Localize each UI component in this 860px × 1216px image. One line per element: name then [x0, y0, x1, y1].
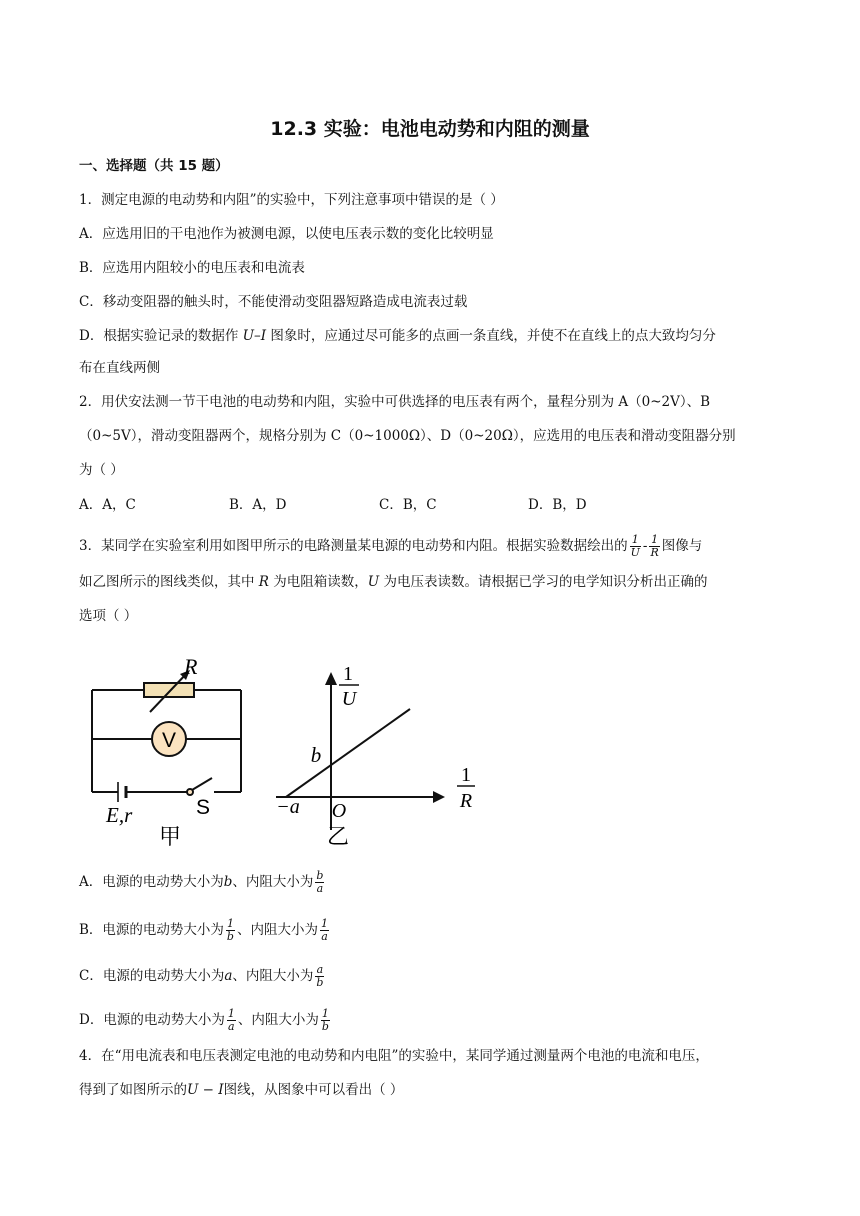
q1-option-b: B．应选用内阻较小的电压表和电流表: [79, 260, 305, 276]
q4-stem-line1: 4．在“用电流表和电压表测定电池的电动势和内电阻”的实验中，某同学通过测量两个电池的电流和电压，: [79, 1048, 709, 1064]
circuit-label-r: R: [184, 654, 198, 679]
var-r: R: [258, 574, 269, 590]
text: 、内阻大小为: [237, 1012, 319, 1028]
frac-den: b: [226, 930, 234, 943]
frac-num: 1: [320, 917, 328, 930]
q1-option-d-post: 图象时，应通过尽可能多的点画一条直线，并使不在直线上的点大致均匀分: [266, 328, 716, 344]
frac-den: a: [228, 1020, 235, 1033]
frac-num: 1: [226, 917, 234, 930]
frac-1-over-a: [227, 1008, 236, 1033]
q4-stem-line2: [79, 1080, 403, 1100]
frac-den: b: [321, 1020, 329, 1033]
graph-label-neg-a: −a: [276, 796, 300, 818]
frac-den: U: [630, 546, 640, 559]
frac-num: 1: [630, 534, 641, 547]
text: B．电源的电动势大小为: [79, 922, 224, 938]
var: b: [223, 874, 233, 890]
frac-den: b: [316, 976, 324, 989]
circuit-label-s: S: [196, 796, 211, 819]
frac-num: a: [316, 963, 324, 976]
frac-num: 1: [321, 1007, 329, 1020]
q2-stem-line1: 2．用伏安法测一节干电池的电动势和内阻，实验中可供选择的电压表有两个，量程分别为 A（0~2V）、B: [79, 394, 711, 410]
q3-stem-line2: [79, 572, 707, 592]
var-u-i: U − I: [187, 1082, 224, 1098]
text: 、内阻大小为: [232, 968, 314, 984]
q3-stem-line1-text: 3．某同学在实验室利用如图甲所示的电路测量某电源的电动势和内阻。根据实验数据绘出的: [79, 538, 628, 554]
text: 得到了如图所示的: [79, 1082, 187, 1098]
text: A．电源的电动势大小为: [79, 874, 224, 890]
q1-option-d-var: U–I: [242, 328, 267, 344]
frac-den: R: [650, 546, 659, 559]
graph-diagram: [276, 672, 445, 830]
dash: -: [642, 538, 648, 554]
q3-stem-line1: [79, 534, 702, 559]
frac-1-over-r: [649, 534, 659, 559]
graph-y-den: U: [341, 688, 357, 710]
q3-option-c: [79, 964, 326, 989]
voltmeter-label: V: [161, 729, 177, 752]
page-title: 12.3 实验：电池电动势和内阻的测量: [270, 118, 590, 140]
frac-1-over-b: [321, 1008, 330, 1033]
section-heading: 一、选择题（共 15 题）: [79, 158, 229, 174]
frac-a-over-b: [315, 964, 324, 989]
q3-option-d: [79, 1008, 332, 1033]
q1-option-d-pre: D．根据实验记录的数据作: [79, 328, 243, 344]
text: 如乙图所示的图线类似，其中: [79, 574, 259, 590]
q1-option-d-cont: 布在直线两侧: [79, 360, 160, 376]
frac-num: 1: [227, 1007, 235, 1020]
graph-y-num: 1: [343, 663, 353, 685]
q2-option-b: B．A，D: [229, 497, 287, 513]
circuit-caption: 甲: [158, 825, 182, 850]
q2-option-a: A．A，C: [79, 497, 136, 513]
q1-option-d: [79, 326, 716, 346]
var: a: [224, 968, 233, 984]
q3-option-b: [79, 918, 331, 943]
q2-stem-line2: （0~5V），滑动变阻器两个，规格分别为 C（0~1000Ω）、D（0~20Ω），应选用的电压表和滑动变阻器分别: [79, 428, 736, 444]
var-u: U: [367, 574, 380, 590]
q3-figure: [80, 650, 500, 860]
graph-caption: 乙: [326, 825, 350, 850]
frac-1-over-a: [320, 918, 329, 943]
frac-num: 1: [651, 533, 659, 546]
frac-b-over-a: [315, 870, 324, 895]
q1-option-a: A．应选用旧的干电池作为被测电源，以使电压表示数的变化比较明显: [79, 226, 494, 242]
text: 为电阻箱读数，: [268, 574, 368, 590]
q2-option-c: C．B，C: [379, 497, 437, 513]
q1-stem: 1．测定电源的电动势和内阻”的实验中，下列注意事项中错误的是（ ）: [79, 192, 504, 208]
graph-x-den: R: [459, 790, 473, 812]
text: 图线，从图象中可以看出（ ）: [223, 1082, 404, 1098]
text: 、内阻大小为: [232, 874, 314, 890]
text: C．电源的电动势大小为: [79, 968, 225, 984]
q1-option-c: C．移动变阻器的触头时，不能使滑动变阻器短路造成电流表过载: [79, 294, 468, 310]
graph-x-num: 1: [461, 764, 471, 786]
q3-stem-line1-end: 图像与: [661, 538, 703, 554]
q2-stem-line3: 为（ ）: [79, 462, 124, 478]
frac-num: b: [316, 869, 324, 882]
graph-label-b: b: [310, 743, 322, 767]
graph-label-origin: O: [331, 800, 347, 822]
circuit-label-er: E,r: [106, 803, 133, 827]
frac-1-over-b: [226, 918, 235, 943]
frac-1-over-u: [630, 534, 641, 559]
graph-line: [286, 709, 410, 797]
q3-option-a: [79, 870, 326, 895]
text: D．电源的电动势大小为: [79, 1012, 225, 1028]
q3-stem-line3: 选项（ ）: [79, 608, 138, 624]
frac-den: a: [321, 930, 328, 943]
q2-option-d: D．B，D: [528, 497, 587, 513]
text: 、内阻大小为: [236, 922, 318, 938]
frac-den: a: [316, 882, 324, 895]
text: 为电压表读数。请根据已学习的电学知识分析出正确的: [379, 574, 708, 590]
